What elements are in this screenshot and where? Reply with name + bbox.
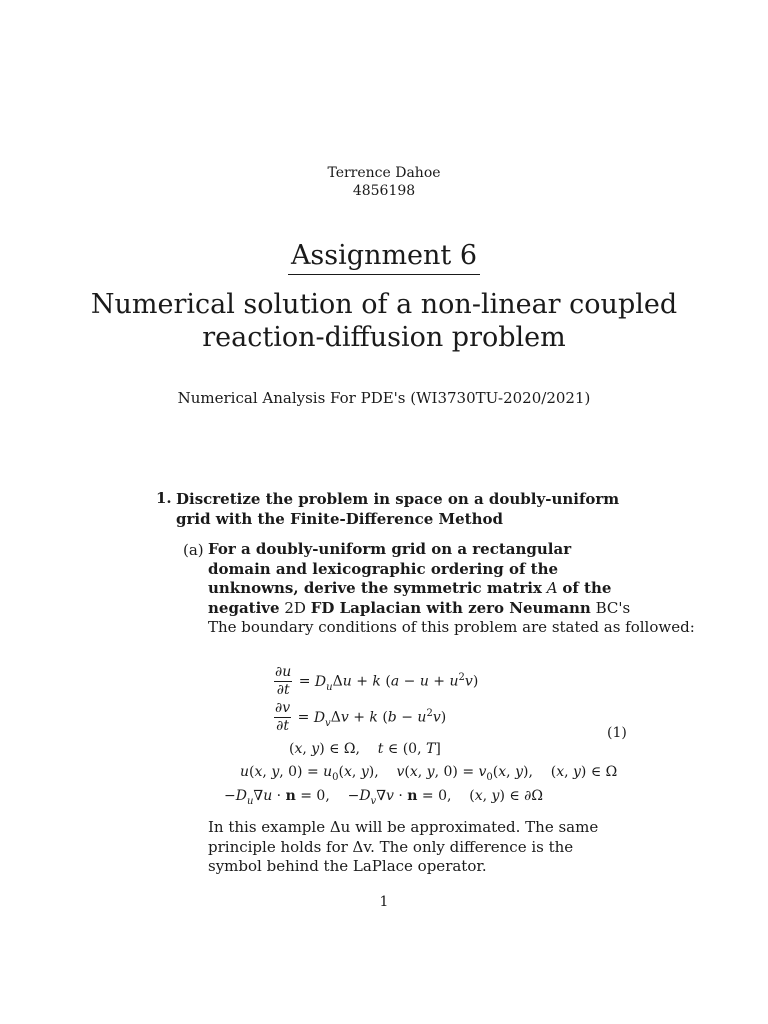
equation-u: $\frac{\partial u}{\partial t}$ = $D_u\Delta u + k$ $(a - u + u^2v)$ (275, 664, 479, 698)
matrix-symbol: A (546, 579, 558, 597)
author-name: Terrence Dahoe (327, 165, 441, 181)
author-block (0, 164, 768, 200)
equation-number: (1) (607, 725, 627, 741)
subquestion-text (208, 540, 633, 618)
subquestion-text-part1: For a doubly-uniform grid on a rectangular domain and lexicographic ordering of the unknowns, derive the symmetric matrix (208, 540, 572, 597)
subquestion-label: (a) (183, 541, 204, 559)
subquestion-text-part3: FD Laplacian with zero Neumann (310, 598, 591, 617)
equation-initial-conditions: u(x, y, $0) = u_0(x$, y), v(x, y, $0) = v_0(x$, y), (x, y) ∈ Ω (240, 764, 618, 783)
equation-boundary-conditions: $-D_u\nabla u \cdot n = 0$, $-D_v\nabla v \cdot n = 0$, (x, y) ∈ ∂Ω (224, 788, 544, 807)
bc-label: BC's (595, 598, 631, 617)
equation-v: $\frac{\partial v}{\partial t}$ = $D_v\Delta v + k$ $(b - u^2v)$ (275, 700, 447, 734)
question-text: Discretize the problem in space on a doubly-uniform grid with the Finite-Difference Method (176, 490, 620, 528)
assignment-title: Assignment 6 (288, 240, 480, 275)
page-number: 1 (379, 894, 389, 910)
assignment-heading-wrap (0, 240, 768, 275)
bc-intro: The boundary conditions of this problem are stated as followed: (208, 618, 695, 636)
title-line-2: reaction-diffusion problem (202, 322, 566, 353)
dimension-label: 2D (284, 598, 306, 617)
student-number: 4856198 (352, 183, 416, 199)
title-line-1: Numerical solution of a non-linear coupled (90, 289, 678, 320)
equation-domain: (x, y) ∈ Ω, t ∈ (0, T] (289, 741, 441, 757)
question-number: 1. (156, 489, 172, 507)
subquestion-text-part2: of the negative (208, 579, 612, 617)
course-name: Numerical Analysis For PDE's (WI3730TU-2020/2021) (177, 389, 591, 407)
explanation-paragraph: In this example Δu will be approximated. The same principle holds for Δv. The only difference is the symbol behind the LaPlace operator. (208, 818, 599, 875)
document-title (0, 288, 768, 354)
